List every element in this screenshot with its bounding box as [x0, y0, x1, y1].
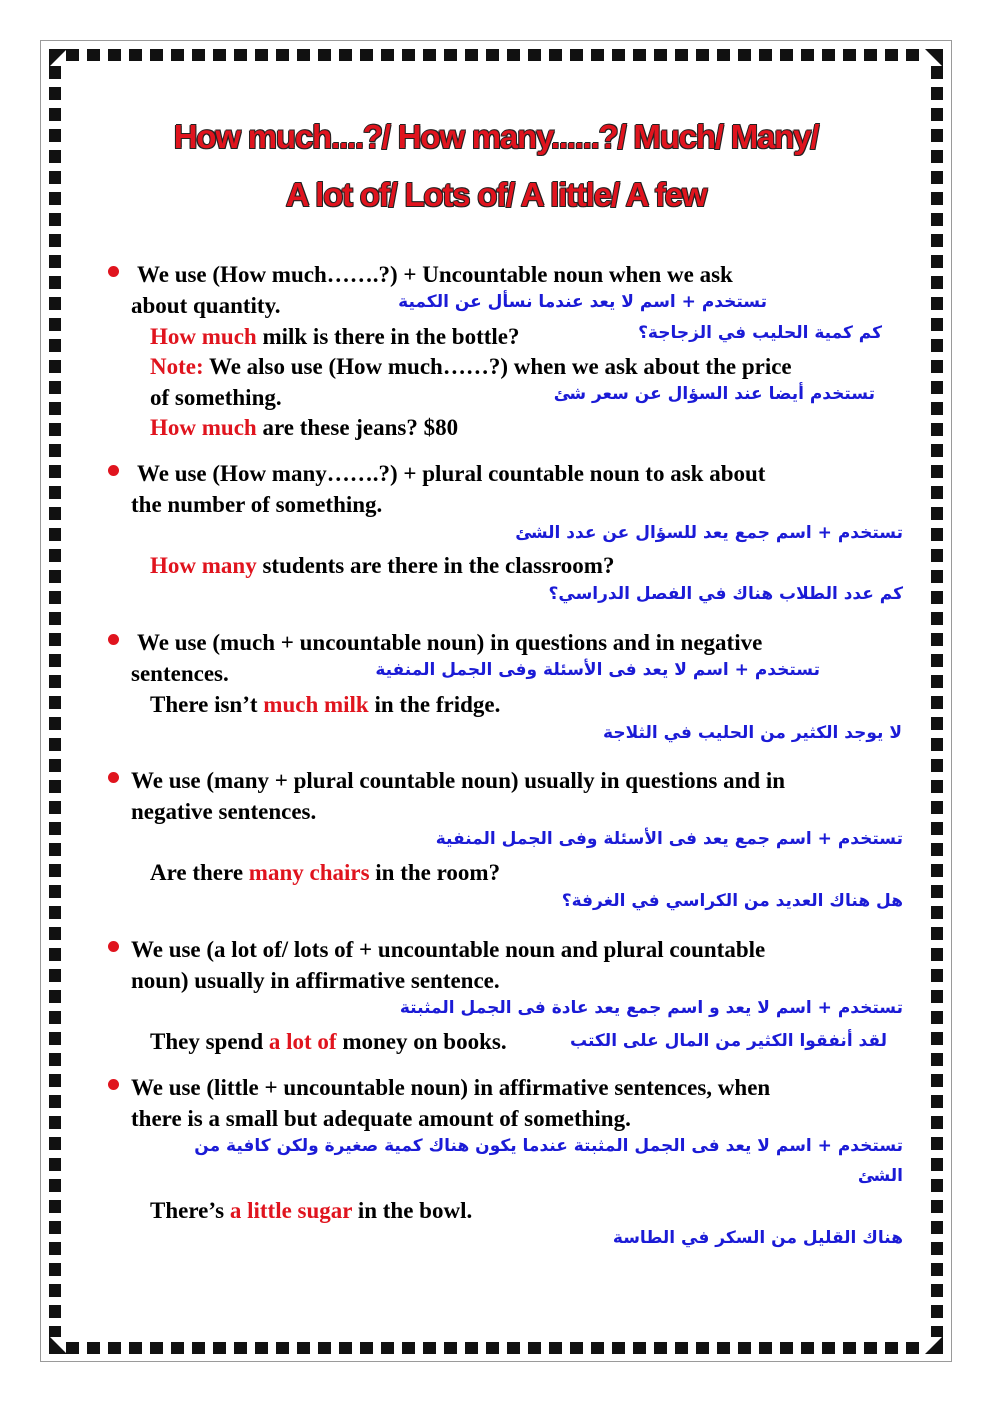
border-strip-top: [66, 49, 926, 61]
s2-example-rest: students are there in the classroom?: [256, 553, 615, 578]
s1-arabic-2: كم كمية الحليب في الزجاجة؟: [638, 323, 882, 343]
s6-arabic-1: تستخدم + اسم لا يعد فى الجمل المثبتة عندما يكون هناك كمية صغيرة ولكن كافية من: [194, 1136, 903, 1156]
s1-example: [150, 322, 520, 352]
s6-arabic-1-cont: الشئ: [857, 1166, 903, 1186]
border-strip-right: [931, 66, 943, 1337]
title-line-2: A lot of/ Lots of/ A little/ A few: [285, 176, 707, 213]
s4-example-post: in the room?: [369, 860, 501, 885]
s5-line2: noun) usually in affirmative sentence.: [131, 968, 500, 993]
s1-example-2-highlight: How much: [150, 415, 257, 440]
border-strip-bottom: [66, 1342, 926, 1354]
s3-arabic-1: تستخدم + اسم لا يعد فى الأسئلة وفى الجمل المنفية: [375, 660, 820, 680]
s5-arabic-1: تستخدم + اسم لا يعد و اسم جمع يعد عادة فى الجمل المثبتة: [399, 998, 903, 1018]
s4-example-pre: Are there: [150, 860, 249, 885]
border-strip-left: [49, 66, 61, 1337]
s5-example-post: money on books.: [336, 1029, 507, 1054]
s3-example: [150, 690, 500, 720]
s3-arabic-2: لا يوجد الكثير من الحليب في الثلاجة: [603, 723, 902, 743]
s3-example-post: in the fridge.: [368, 692, 501, 717]
s4-line1: We use (many + plural countable noun) usually in questions and in: [131, 768, 786, 793]
s2-example: [150, 551, 614, 581]
s1-note-line2: of something.: [150, 385, 282, 410]
s1-example-2-rest: are these jeans? $80: [256, 415, 459, 440]
s1-example-rest: milk is there in the bottle?: [256, 324, 520, 349]
s3-line1: We use (much + uncountable noun) in questions and in negative: [137, 630, 763, 655]
s1-arabic-3: تستخدم أيضا عند السؤال عن سعر شئ: [553, 384, 875, 404]
s5-example-pre: They spend: [150, 1029, 269, 1054]
s3-example-highlight: much milk: [263, 692, 369, 717]
s6-example-post: in the bowl.: [352, 1198, 473, 1223]
bullet-icon: [108, 266, 119, 277]
s6-example-pre: There’s: [150, 1198, 230, 1223]
s1-note: [150, 352, 792, 382]
s1-note-label: Note:: [150, 354, 204, 379]
bullet-icon: [108, 772, 119, 783]
s3-line2: sentences.: [131, 661, 229, 686]
s1-example-2: [150, 413, 458, 443]
s1-line1: We use (How much…….?) + Uncountable noun when we ask: [137, 262, 733, 287]
s2-line1: We use (How many…….?) + plural countable noun to ask about: [137, 461, 766, 486]
s2-example-highlight: How many: [150, 553, 257, 578]
s5-arabic-2: لقد أنفقوا الكثير من المال على الكتب: [569, 1031, 887, 1051]
s6-line1: We use (little + uncountable noun) in affirmative sentences, when: [131, 1075, 771, 1100]
s2-line2: the number of something.: [131, 492, 383, 517]
s5-line1: We use (a lot of/ lots of + uncountable noun and plural countable: [131, 937, 766, 962]
s3-example-pre: There isn’t: [150, 692, 264, 717]
s6-example-highlight: a little sugar: [229, 1198, 353, 1223]
s1-example-highlight: How much: [150, 324, 257, 349]
s1-arabic-1: تستخدم + اسم لا يعد عندما نسأل عن الكمية: [398, 292, 767, 312]
s1-note-text: We also use (How much……?) when we ask about the price: [203, 354, 792, 379]
s4-example: [150, 858, 500, 888]
s6-example: [150, 1196, 472, 1226]
s2-arabic-1: تستخدم + اسم جمع يعد للسؤال عن عدد الشئ: [515, 523, 903, 543]
s4-line2: negative sentences.: [131, 799, 317, 824]
s5-example: [150, 1027, 507, 1057]
title-line-1: How much....?/ How many......?/ Much/ Many/: [173, 118, 819, 155]
s6-line2: there is a small but adequate amount of something.: [131, 1106, 631, 1131]
s6-arabic-2: هناك القليل من السكر في الطاسة: [612, 1228, 903, 1248]
s4-arabic-1: تستخدم + اسم جمع يعد فى الأسئلة وفى الجمل المنفية: [435, 829, 903, 849]
bullet-icon: [108, 634, 119, 645]
bullet-icon: [108, 941, 119, 952]
bullet-icon: [108, 465, 119, 476]
s1-line2: about quantity.: [131, 293, 281, 318]
s5-example-highlight: a lot of: [268, 1029, 337, 1054]
s4-example-highlight: many chairs: [248, 860, 370, 885]
s2-arabic-2: كم عدد الطلاب هناك في الفصل الدراسي؟: [548, 584, 903, 604]
s4-arabic-2: هل هناك العديد من الكراسي في الغرفة؟: [561, 891, 903, 911]
bullet-icon: [108, 1079, 119, 1090]
